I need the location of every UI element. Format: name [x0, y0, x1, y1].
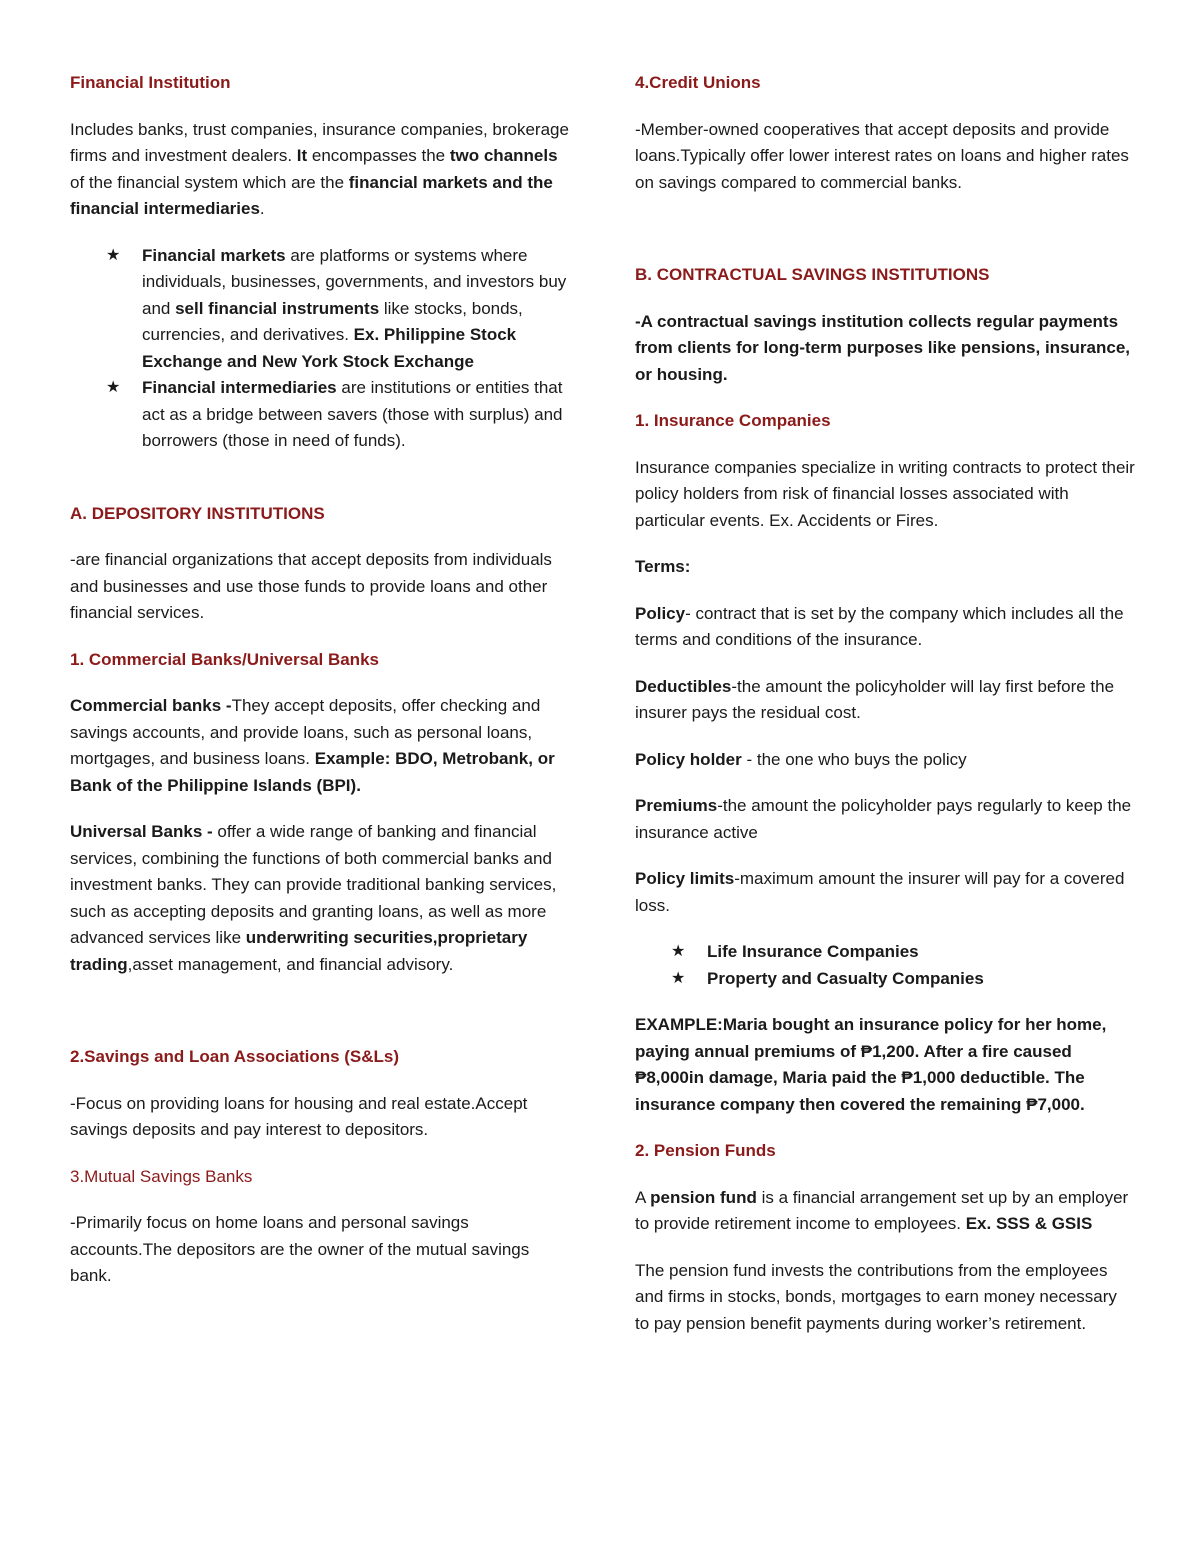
bold-span: Life Insurance Companies — [707, 942, 919, 961]
bold-span: Policy — [635, 603, 686, 623]
bold-span: Policy limits — [635, 869, 735, 888]
depository-heading: A. DEPOSITORY INSTITUTIONS — [70, 503, 325, 523]
insurance-types-list — [635, 939, 1135, 992]
spacer — [70, 998, 575, 1044]
bold-span: Ex. SSS & GSIS — [965, 1214, 1093, 1233]
bold-span: Commercial banks - — [70, 696, 232, 715]
term-policy-holder — [635, 747, 1135, 774]
insurance-paragraph: Insurance companies specialize in writing contracts to protect their policy holders from risk of financial losses associated with particular events. Ex. Accidents or Fires. — [635, 457, 1135, 530]
mutual-savings-heading: 3.Mutual Savings Banks — [70, 1166, 253, 1186]
credit-unions-paragraph: -Member-owned cooperatives that accept deposits and provide loans.Typically offer lower interest rates on loans and higher rates on savings compared to commercial banks. — [635, 119, 1129, 192]
text-span: They accept deposits, offer checking and savings accounts, and provide loans, such as personal loans, mortgages, and business loans. — [70, 696, 541, 768]
term-deductibles — [635, 674, 1135, 727]
text-span: -the amount the policyholder pays regularly to keep the insurance active — [635, 796, 1132, 842]
financial-institution-heading: Financial Institution — [70, 73, 231, 92]
text-span: of the financial system which are the — [70, 172, 349, 192]
bold-span: Universal Banks - — [70, 822, 213, 841]
bold-span: Terms: — [635, 557, 691, 576]
list-item-financial-markets — [70, 243, 575, 376]
star-bullet-icon: ★ — [106, 246, 121, 264]
text-span: . — [259, 199, 265, 218]
bold-span: Premiums — [635, 796, 718, 815]
text-span: - the one who buys the policy — [741, 749, 967, 769]
depository-paragraph: -are financial organizations that accept deposits from individuals and businesses and use those funds to provide loans and other financial services. — [70, 550, 552, 622]
pension-paragraph-2: The pension fund invests the contributions from the employees and firms in stocks, bonds, mortgages to earn money necessary to pay pension benefit payments during worker’s retirement. — [635, 1260, 1117, 1333]
pension-heading: 2. Pension Funds — [635, 1141, 776, 1160]
insurance-heading: 1. Insurance Companies — [635, 411, 831, 430]
list-item-financial-intermediaries — [70, 375, 575, 455]
star-bullet-icon: ★ — [106, 379, 121, 396]
text-span: ,asset management, and financial advisory. — [127, 954, 454, 974]
list-item-life-insurance — [635, 939, 1135, 966]
bold-span: -A contractual savings institution collects regular payments from clients for long-term purposes like pensions, insurance, or housing. — [635, 311, 1130, 384]
term-policy-limits — [635, 866, 1135, 919]
bold-span: two channels — [449, 146, 558, 165]
bold-span: It — [296, 146, 308, 165]
contractual-paragraph — [635, 309, 1135, 389]
bold-span: EXAMPLE:Maria bought an insurance policy for her home, paying annual premiums of ₱1,200. After a fire caused ₱8,000in damage, Maria paid the ₱1,000 deductible. The insurance company then covered the remaining ₱7,000. — [635, 1015, 1107, 1114]
contractual-heading: B. CONTRACTUAL SAVINGS INSTITUTIONS — [635, 265, 990, 284]
bold-span: Property and Casualty Companies — [707, 968, 984, 988]
text-span: -the amount the policyholder will lay first before the insurer pays the residual cost. — [635, 676, 1115, 722]
universal-banks-paragraph — [70, 819, 575, 978]
insurance-example — [635, 1012, 1135, 1118]
terms-label — [635, 554, 1135, 581]
spacer — [70, 475, 575, 501]
bold-span: Deductibles — [635, 676, 732, 696]
text-span: like stocks, bonds, currencies, and derivatives. — [142, 298, 523, 344]
text-span: are platforms or systems where individuals, businesses, governments, and investors buy and — [142, 245, 567, 318]
bold-span: Ex. Philippine Stock Exchange and New York Stock Exchange — [142, 325, 517, 371]
text-span: A — [635, 1187, 651, 1207]
text-span: offer a wide range of banking and financial services, combining the functions of both commercial banks and investment banks. They can provide traditional banking services, such as accepting deposits and granting loans, as well as more advanced services like — [70, 822, 557, 947]
bold-span: Financial intermediaries — [142, 378, 337, 397]
text-span: -maximum amount the insurer will pay for a covered loss. — [635, 869, 1125, 915]
star-bullet-icon: ★ — [671, 943, 686, 960]
savings-loan-paragraph: -Focus on providing loans for housing and real estate.Accept savings deposits and pay interest to depositors. — [70, 1093, 528, 1139]
pension-paragraph-1 — [635, 1185, 1135, 1238]
text-span: Includes banks, trust companies, insurance companies, brokerage firms and investment dealers. — [70, 119, 569, 165]
star-bullet-icon: ★ — [671, 969, 686, 987]
text-span: - contract that is set by the company which includes all the terms and conditions of the insurance. — [635, 603, 1124, 649]
bold-span: Financial markets — [142, 245, 286, 265]
bold-span: Policy holder — [635, 749, 742, 769]
right-column — [635, 70, 1135, 1357]
commercial-banks-heading: 1. Commercial Banks/Universal Banks — [70, 649, 379, 669]
text-span: is a financial arrangement set up by an employer to provide retirement income to employees. — [635, 1187, 1129, 1233]
mutual-savings-paragraph: -Primarily focus on home loans and personal savings accounts.The depositors are the owner of the mutual savings bank. — [70, 1213, 530, 1285]
bold-span: financial markets and the financial intermediaries — [70, 172, 553, 218]
bold-span: sell financial instruments — [175, 298, 380, 318]
bold-span: underwriting securities,proprietary trading — [70, 928, 528, 974]
left-column — [70, 70, 575, 1310]
text-span: are institutions or entities that act as a bridge between savers (those with surplus) and borrowers (those in need of funds). — [142, 378, 563, 450]
term-premiums — [635, 793, 1135, 846]
commercial-banks-paragraph — [70, 693, 575, 799]
text-span: encompasses the — [307, 146, 450, 165]
financial-institution-paragraph — [70, 117, 575, 223]
savings-loan-heading: 2.Savings and Loan Associations (S&Ls) — [70, 1047, 400, 1066]
bold-span: pension fund — [650, 1187, 757, 1207]
spacer — [635, 216, 1135, 262]
credit-unions-heading: 4.Credit Unions — [635, 73, 761, 92]
bold-span: Example: BDO, Metrobank, or Bank of the Philippine Islands (BPI). — [70, 749, 555, 795]
financial-channels-list — [70, 243, 575, 455]
term-policy — [635, 601, 1135, 654]
list-item-property-casualty — [635, 966, 1135, 993]
